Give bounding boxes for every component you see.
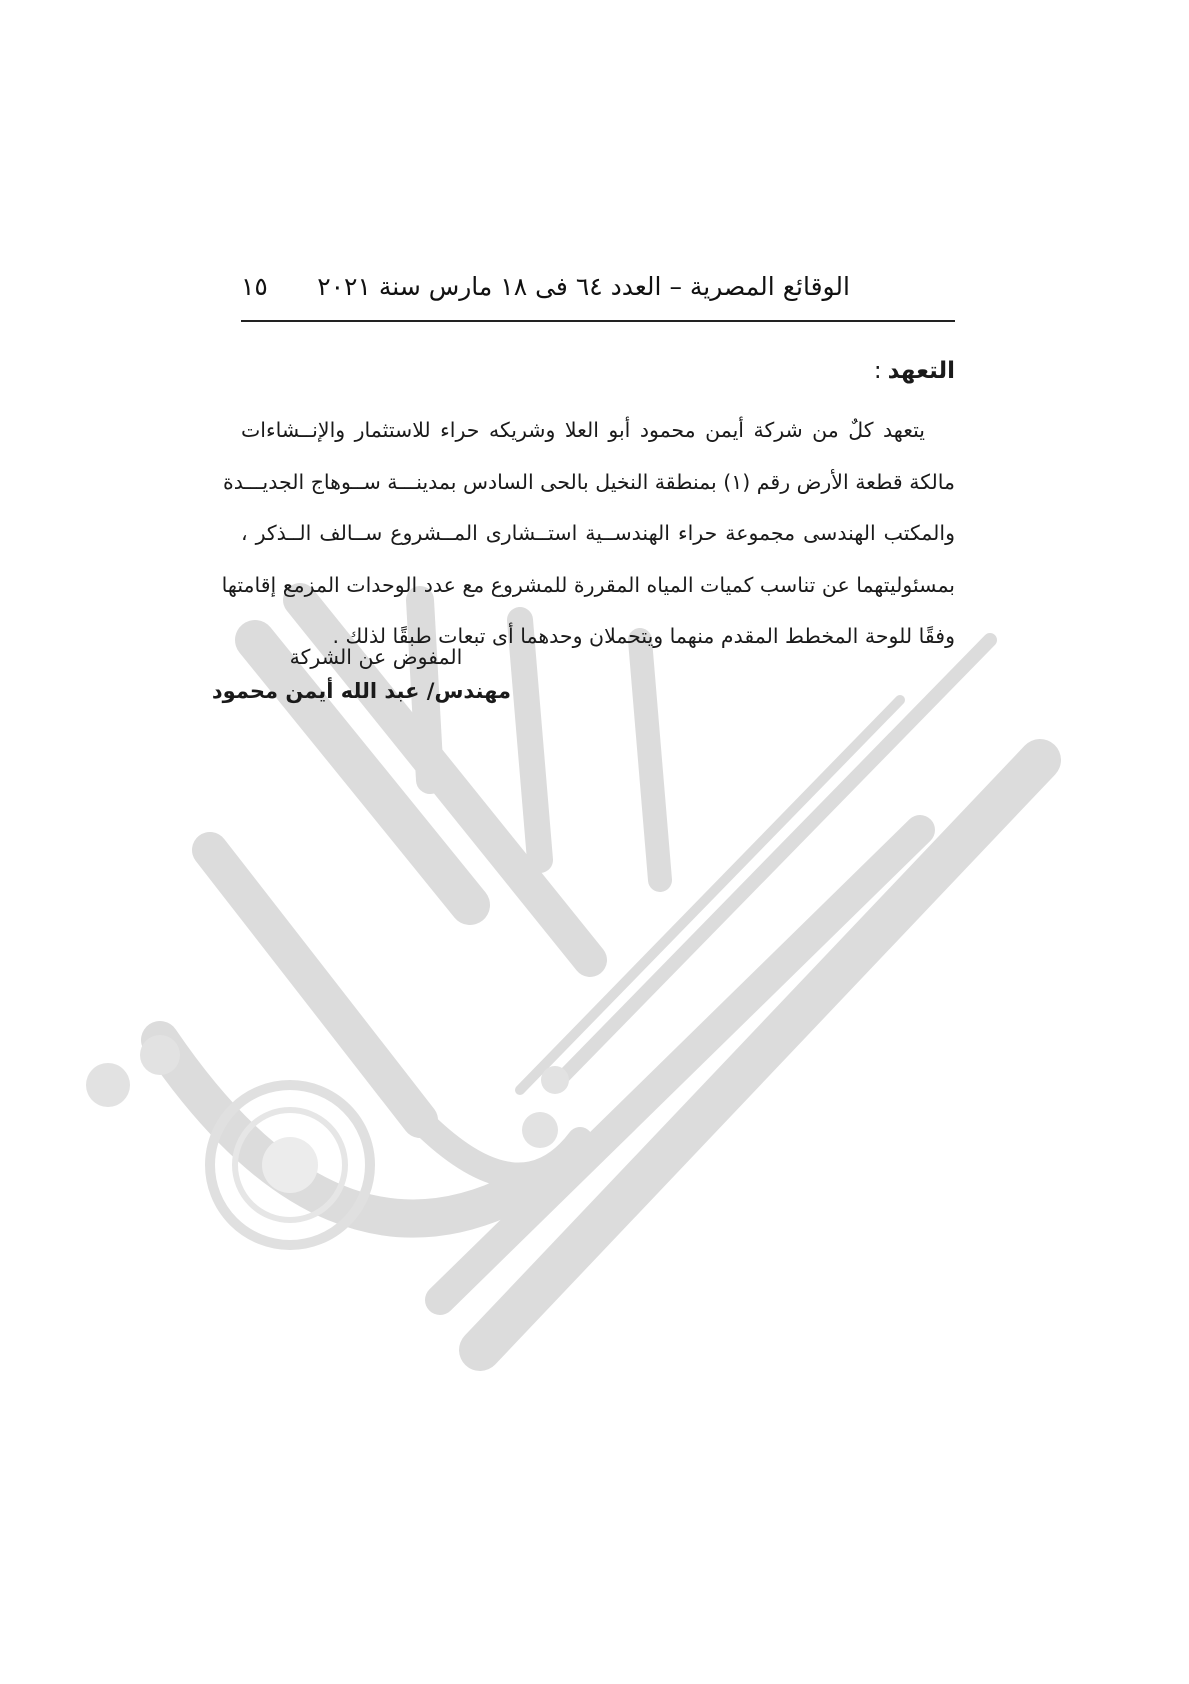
paragraph-line: وفقًا للوحة المخطط المقدم منهما ويتحملان وحدهما أى تبعات طبقًا لذلك . — [332, 624, 955, 648]
document-body — [221, 355, 955, 663]
pledge-paragraph — [221, 405, 955, 663]
page-number: ١٥ — [241, 272, 268, 301]
paragraph-line: يتعهد كلٌ من شركة أيمن محمود أبو العلا وشريكه حراء للاستثمار والإنــشاءات — [241, 418, 925, 442]
heading-colon: : — [873, 358, 882, 384]
section-heading — [241, 355, 955, 387]
publication-title: الوقائع المصرية – العدد ٦٤ فى ١٨ مارس سنة ٢٠٢١ — [317, 272, 850, 301]
paragraph-line: مالكة قطعة الأرض رقم (١) بمنطقة النخيل بالحى السادس بمدينـــة ســوهاج الجديـــدة — [223, 469, 955, 494]
page-header — [241, 272, 955, 312]
signature-block — [211, 640, 511, 708]
header-divider — [241, 320, 955, 322]
heading-text: التعهد — [887, 358, 955, 384]
paragraph-line: بمسئوليتهما عن تناسب كميات المياه المقررة للمشروع مع عدد الوحدات المزمع إقامتها — [221, 572, 955, 597]
signatory-name: مهندس/ عبد الله أيمن محمود — [211, 679, 511, 703]
paragraph-line: والمكتب الهندسى مجموعة حراء الهندســية استــشارى المــشروع ســالف الــذكر ، — [241, 521, 955, 545]
signatory-role: المفوض عن الشركة — [289, 645, 463, 669]
